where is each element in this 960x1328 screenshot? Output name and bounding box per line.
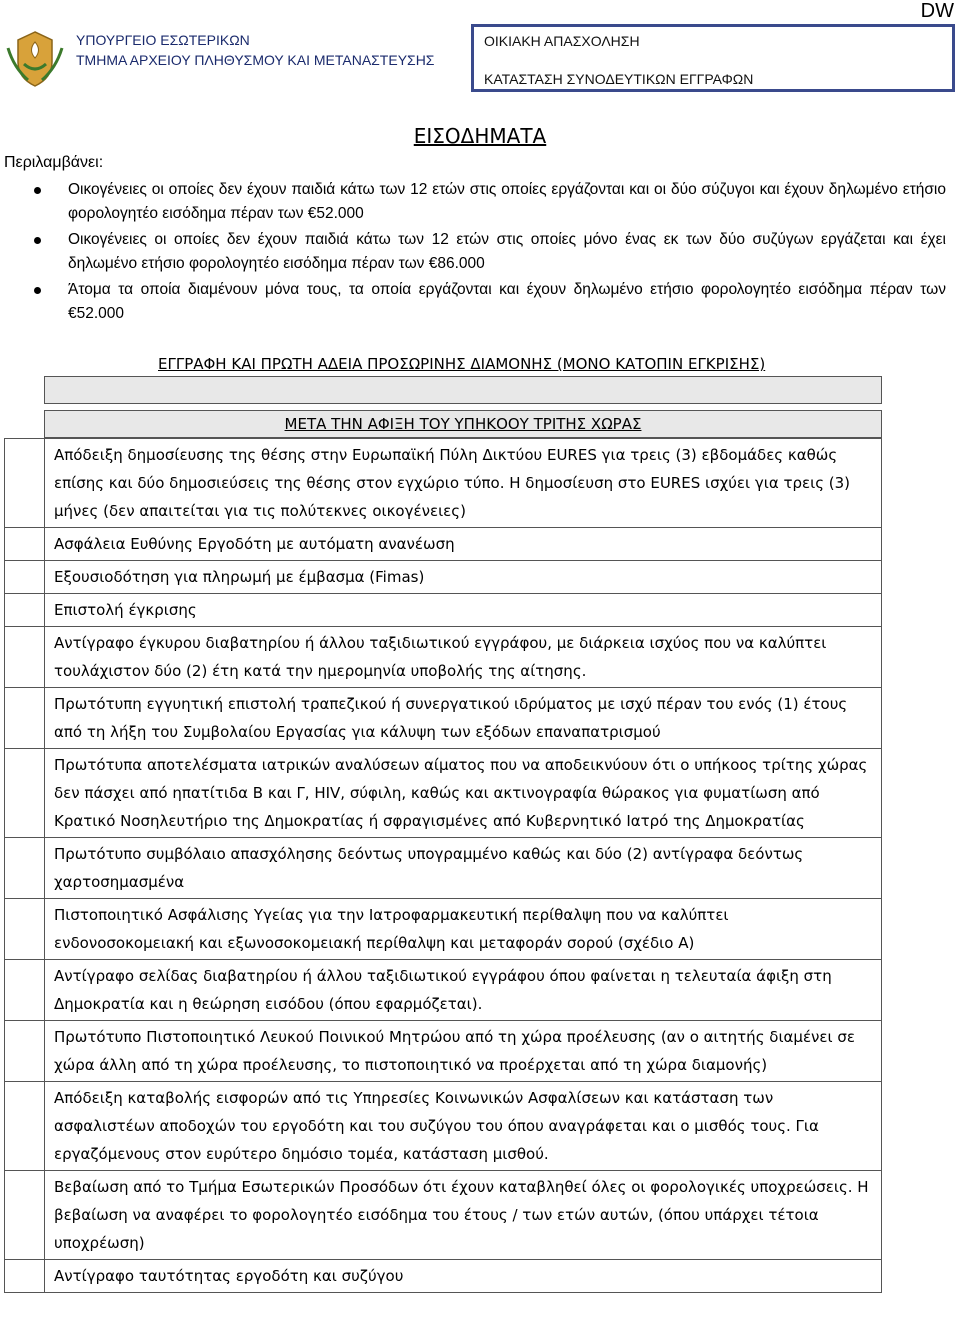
checkbox-cell[interactable] xyxy=(5,1082,45,1171)
page-header xyxy=(0,24,960,94)
ministry-line-2: ΤΜΗΜΑ ΑΡΧΕΙΟΥ ΠΛΗΘΥΣΜΟΥ ΚΑΙ ΜΕΤΑΝΑΣΤΕΥΣΗΣ xyxy=(76,52,435,68)
bullet-icon xyxy=(34,287,41,294)
document-cell: Εξουσιοδότηση για πληρωμή με έμβασμα (Fimas) xyxy=(45,561,882,594)
after-arrival-band xyxy=(44,410,882,438)
table-row xyxy=(5,439,882,528)
ministry-line-1: ΥΠΟΥΡΓΕΙΟ ΕΣΩΤΕΡΙΚΩΝ xyxy=(76,32,250,48)
income-criteria-list xyxy=(34,178,946,328)
checkbox-cell[interactable] xyxy=(5,899,45,960)
list-item xyxy=(34,178,946,226)
form-type-line-2: ΚΑΤΑΣΤΑΣΗ ΣΥΝΟΔΕΥΤΙΚΩΝ ΕΓΓΡΑΦΩΝ xyxy=(484,71,754,87)
document-cell: Αντίγραφο σελίδας διαβατηρίου ή άλλου ταξιδιωτικού εγγράφου όπου φαίνεται η τελευταία άφιξη στη Δημοκρατία και η θεώρηση εισόδου (όπου εφαρμόζεται). xyxy=(45,960,882,1021)
table-row xyxy=(5,899,882,960)
checkbox-cell[interactable] xyxy=(5,1260,45,1293)
header-band xyxy=(44,376,882,404)
coat-of-arms-icon xyxy=(4,28,66,90)
list-item-text: Οικογένειες οι οποίες δεν έχουν παιδιά κάτω των 12 ετών στις οποίες μόνο ένας εκ των δύο συζύγων εργάζεται και έχει δηλωμένο ετήσιο φορολογητέο εισόδημα πέραν των €86.000 xyxy=(68,231,946,272)
documents-checklist xyxy=(4,438,882,1293)
checkbox-cell[interactable] xyxy=(5,749,45,838)
checkbox-cell[interactable] xyxy=(5,627,45,688)
document-cell: Βεβαίωση από το Τμήμα Εσωτερικών Προσόδων ότι έχουν καταβληθεί όλες οι φορολογικές υποχρεώσεις. Η βεβαίωση να αναφέρει το φορολογητέο εισόδημα του έτους / των ετών αυτών, (όπου υπάρχει τέτοια υποχρέωση) xyxy=(45,1171,882,1260)
checkbox-cell[interactable] xyxy=(5,838,45,899)
document-cell: Επιστολή έγκρισης xyxy=(45,594,882,627)
ministry-name xyxy=(76,30,434,70)
table-row xyxy=(5,1021,882,1082)
document-cell: Αντίγραφο ταυτότητας εργοδότη και συζύγου xyxy=(45,1260,882,1293)
bullet-icon xyxy=(34,187,41,194)
document-cell: Απόδειξη δημοσίευσης της θέσης στην Ευρωπαϊκή Πύλη Δικτύου EURES για τρεις (3) εβδομάδες καθώς επίσης και δύο δημοσιεύσεις της θέσης στον εγχώριο τύπο. Η δημοσίευση στο EURES ισχύει για τρεις (3) μήνες (δεν απαιτείται για τις πολύτεκνες οικογένειες) xyxy=(45,439,882,528)
table-row xyxy=(5,627,882,688)
table-row xyxy=(5,688,882,749)
section-title: ΕΙΣΟΔΗΜΑΤΑ xyxy=(413,124,547,148)
table-row xyxy=(5,1260,882,1293)
checkbox-cell[interactable] xyxy=(5,439,45,528)
after-arrival-heading: ΜΕΤΑ ΤΗΝ ΑΦΙΞΗ ΤΟΥ ΥΠΗΚΟΟΥ ΤΡΙΤΗΣ ΧΩΡΑΣ xyxy=(284,415,642,433)
checkbox-cell[interactable] xyxy=(5,561,45,594)
table-row xyxy=(5,528,882,561)
checkbox-cell[interactable] xyxy=(5,1171,45,1260)
document-cell: Πρωτότυπη εγγυητική επιστολή τραπεζικού ή συνεργατικού ιδρύματος με ισχύ πέραν του ενός (1) έτους από τη λήξη του Συμβολαίου Εργασίας για κάλυψη των εξόδων επαναπατρισμού xyxy=(45,688,882,749)
includes-label: Περιλαμβάνει: xyxy=(4,154,104,171)
form-type-box xyxy=(471,24,955,92)
table-row xyxy=(5,1082,882,1171)
document-cell: Πρωτότυπο Πιστοποιητικό Λευκού Ποινικού Μητρώου από τη χώρα προέλευσης (αν ο αιτητής διαμένει σε χώρα άλλη από τη χώρα προέλευσης, το πιστοποιητικό να προέρχεται από τη χώρα διαμονής) xyxy=(45,1021,882,1082)
table-row xyxy=(5,838,882,899)
table-row xyxy=(5,594,882,627)
document-cell: Πρωτότυπο συμβόλαιο απασχόλησης δεόντως υπογραμμένο καθώς και δύο (2) αντίγραφα δεόντως χαρτοσημασμένα xyxy=(45,838,882,899)
document-cell: Πρωτότυπα αποτελέσματα ιατρικών αναλύσεων αίματος που να αποδεικνύουν ότι ο υπήκοος τρίτης χώρας δεν πάσχει από ηπατίτιδα Β και Γ, HIV, σύφιλη, καθώς και ακτινογραφία θώρακος για φυματίωση από Κρατικό Νοσηλευτήριο της Δημοκρατίας ή σφραγισμένες από Κυβερνητικό Ιατρό της Δημοκρατίας xyxy=(45,749,882,838)
list-item xyxy=(34,228,946,276)
list-item-text: Άτομα τα οποία διαμένουν μόνα τους, τα οποία εργάζονται και έχουν δηλωμένο ετήσιο φορολογητέο εισόδημα πέραν των €52.000 xyxy=(68,281,946,322)
document-cell: Απόδειξη καταβολής εισφορών από τις Υπηρεσίες Κοινωνικών Ασφαλίσεων και κατάσταση των ασφαλιστέων αποδοχών του εργοδότη και του συζύγου του όπου αναγράφεται και ο μισθός τους. Για εργαζόμενους στον ευρύτερο δημόσιο τομέα, κατάσταση μισθού. xyxy=(45,1082,882,1171)
table-row xyxy=(5,960,882,1021)
bullet-icon xyxy=(34,237,41,244)
list-item xyxy=(34,278,946,326)
form-code: DW xyxy=(920,0,954,22)
table-row xyxy=(5,561,882,594)
permit-heading: ΕΓΓΡΑΦΗ ΚΑΙ ΠΡΩΤΗ ΑΔΕΙΑ ΠΡΟΣΩΡΙΝΗΣ ΔΙΑΜΟΝΗΣ (ΜΟΝΟ ΚΑΤΟΠΙΝ ΕΓΚΡΙΣΗΣ) xyxy=(158,355,766,373)
document-cell: Αντίγραφο έγκυρου διαβατηρίου ή άλλου ταξιδιωτικού εγγράφου, με διάρκεια ισχύος που να καλύπτει τουλάχιστον δύο (2) έτη κατά την ημερομηνία υποβολής της αίτησης. xyxy=(45,627,882,688)
checkbox-cell[interactable] xyxy=(5,688,45,749)
document-cell: Πιστοποιητικό Ασφάλισης Υγείας για την Ιατροφαρμακευτική περίθαλψη που να καλύπτει ενδονοσοκομειακή και εξωνοσοκομειακή περίθαλψη και μεταφοράν σορού (σχέδιο Α) xyxy=(45,899,882,960)
checkbox-cell[interactable] xyxy=(5,594,45,627)
checkbox-cell[interactable] xyxy=(5,528,45,561)
table-row xyxy=(5,1171,882,1260)
document-cell: Ασφάλεια Ευθύνης Εργοδότη με αυτόματη ανανέωση xyxy=(45,528,882,561)
form-type-line-1: ΟΙΚΙΑΚΗ ΑΠΑΣΧΟΛΗΣΗ xyxy=(484,33,640,49)
checkbox-cell[interactable] xyxy=(5,1021,45,1082)
table-row xyxy=(5,749,882,838)
list-item-text: Οικογένειες οι οποίες δεν έχουν παιδιά κάτω των 12 ετών στις οποίες εργάζονται και οι δύο σύζυγοι και έχουν δηλωμένο ετήσιο φορολογητέο εισόδημα πέραν των €52.000 xyxy=(68,181,946,222)
checkbox-cell[interactable] xyxy=(5,960,45,1021)
